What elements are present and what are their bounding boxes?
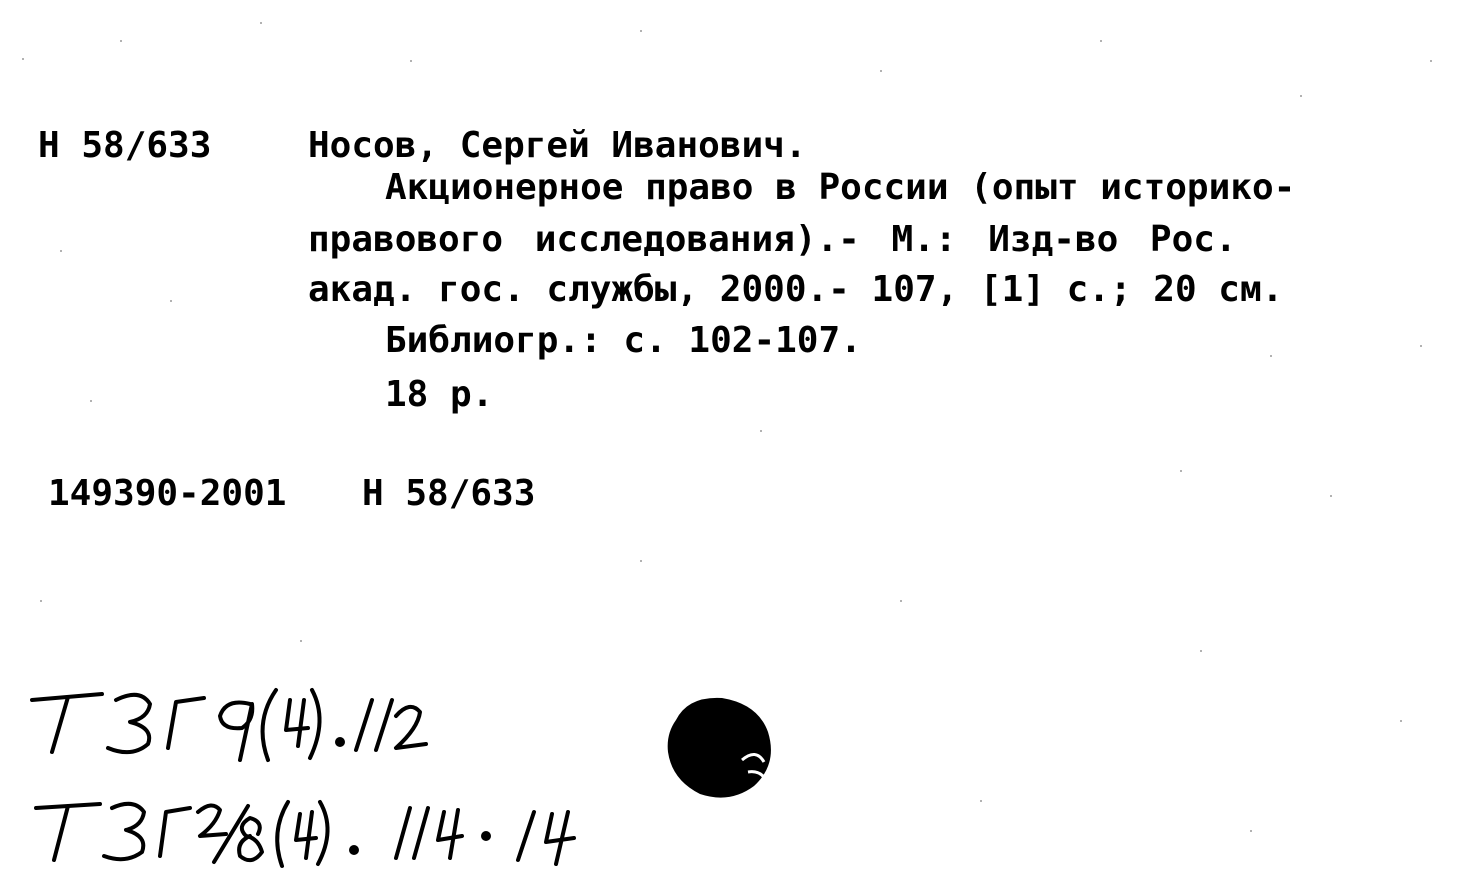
title-line-1: Акционерное право в России (опыт историко- [385,167,1296,208]
accession-number: 149390-2001 [48,473,287,514]
bibliography-note: Библиогр.: с. 102-107. [385,320,862,361]
shelfmark-bottom: Н 58/633 [362,473,536,514]
shelfmark: Н 58/633 [38,125,212,166]
author-heading: Носов, Сергей Иванович. [308,125,807,166]
title-line-3: акад. гос. службы, 2000.- 107, [1] с.; 20 см. [308,269,1284,310]
classification-1-strokes [32,690,426,760]
classification-2-strokes [36,802,574,866]
title-line-2: правового исследования).- М.: Изд-во Рос. [308,219,1237,260]
price: 18 р. [385,374,494,415]
stamp-mark [668,698,771,798]
